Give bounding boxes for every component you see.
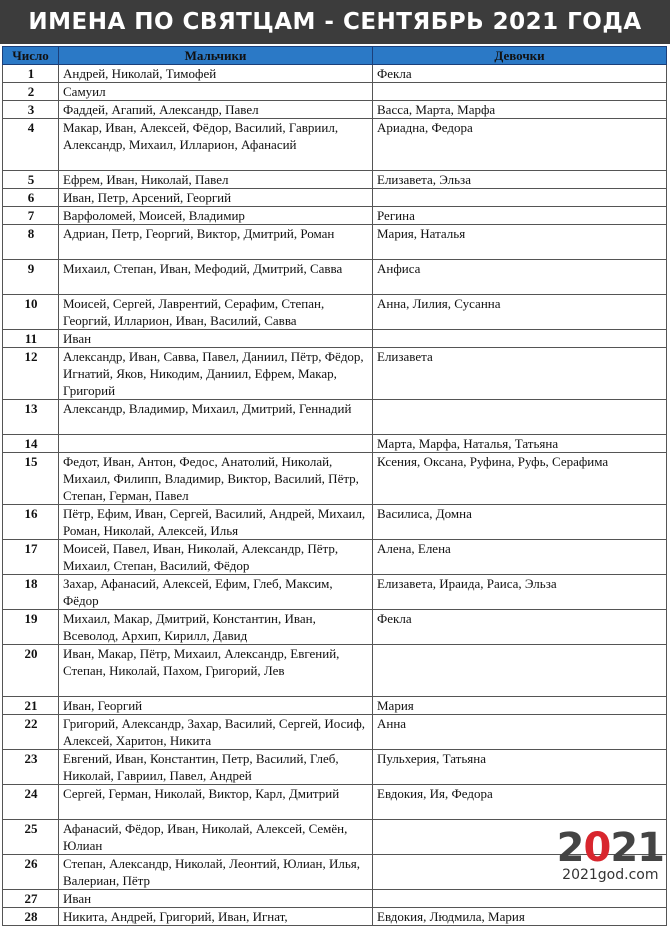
- girls-cell: Фекла: [373, 610, 667, 645]
- header-boys: Мальчики: [59, 47, 373, 65]
- girls-cell: [373, 645, 667, 697]
- table-row: [3, 225, 667, 260]
- boys-cell: Самуил: [59, 83, 373, 101]
- day-cell: 15: [3, 453, 59, 505]
- girls-cell: Елизавета, Ираида, Раиса, Эльза: [373, 575, 667, 610]
- table-row: [3, 189, 667, 207]
- table-row: [3, 171, 667, 189]
- page-title: ИМЕНА ПО СВЯТЦАМ - СЕНТЯБРЬ 2021 ГОДА: [0, 0, 670, 44]
- table-body: [3, 65, 667, 926]
- table-row: [3, 348, 667, 400]
- day-cell: 7: [3, 207, 59, 225]
- day-cell: 16: [3, 505, 59, 540]
- logo-year: 2021: [556, 825, 664, 871]
- boys-cell: Адриан, Петр, Георгий, Виктор, Дмитрий, Роман: [59, 225, 373, 260]
- girls-cell: Регина: [373, 207, 667, 225]
- day-cell: 8: [3, 225, 59, 260]
- boys-cell: Моисей, Сергей, Лаврентий, Серафим, Степан, Георгий, Илларион, Иван, Василий, Савва: [59, 295, 373, 330]
- day-cell: 13: [3, 400, 59, 435]
- names-table: [2, 46, 667, 926]
- girls-cell: Пульхерия, Татьяна: [373, 750, 667, 785]
- boys-cell: Евгений, Иван, Константин, Петр, Василий, Глеб, Николай, Гавриил, Павел, Андрей: [59, 750, 373, 785]
- boys-cell: Александр, Иван, Савва, Павел, Даниил, Пётр, Фёдор, Игнатий, Яков, Никодим, Даниил, Ефрем, Макар, Григорий: [59, 348, 373, 400]
- table-row: [3, 65, 667, 83]
- day-cell: 4: [3, 119, 59, 171]
- boys-cell: Александр, Владимир, Михаил, Дмитрий, Геннадий: [59, 400, 373, 435]
- table-row: [3, 400, 667, 435]
- table-row: [3, 645, 667, 697]
- girls-cell: Алена, Елена: [373, 540, 667, 575]
- girls-cell: Мария: [373, 697, 667, 715]
- table-row: [3, 101, 667, 119]
- day-cell: 22: [3, 715, 59, 750]
- table-row: [3, 330, 667, 348]
- boys-cell: Моисей, Павел, Иван, Николай, Александр, Пётр, Михаил, Степан, Василий, Фёдор: [59, 540, 373, 575]
- girls-cell: Марта, Марфа, Наталья, Татьяна: [373, 435, 667, 453]
- boys-cell: Иван: [59, 890, 373, 908]
- table-row: [3, 908, 667, 926]
- boys-cell: Афанасий, Фёдор, Иван, Николай, Алексей, Семён, Юлиан: [59, 820, 373, 855]
- boys-cell: Григорий, Александр, Захар, Василий, Сергей, Иосиф, Алексей, Харитон, Никита: [59, 715, 373, 750]
- day-cell: 12: [3, 348, 59, 400]
- day-cell: 21: [3, 697, 59, 715]
- girls-cell: Васса, Марта, Марфа: [373, 101, 667, 119]
- boys-cell: Варфоломей, Моисей, Владимир: [59, 207, 373, 225]
- girls-cell: Мария, Наталья: [373, 225, 667, 260]
- girls-cell: Василиса, Домна: [373, 505, 667, 540]
- day-cell: 23: [3, 750, 59, 785]
- header-day: Число: [3, 47, 59, 65]
- table-row: [3, 119, 667, 171]
- header-girls: Девочки: [373, 47, 667, 65]
- table-row: [3, 505, 667, 540]
- girls-cell: [373, 189, 667, 207]
- day-cell: 6: [3, 189, 59, 207]
- table-row: [3, 575, 667, 610]
- boys-cell: Степан, Александр, Николай, Леонтий, Юлиан, Илья, Валериан, Пётр: [59, 855, 373, 890]
- boys-cell: Иван, Петр, Арсений, Георгий: [59, 189, 373, 207]
- boys-cell: Иван: [59, 330, 373, 348]
- girls-cell: Евдокия, Людмила, Мария: [373, 908, 667, 926]
- day-cell: 5: [3, 171, 59, 189]
- girls-cell: [373, 400, 667, 435]
- table-row: [3, 83, 667, 101]
- boys-cell: Никита, Андрей, Григорий, Иван, Игнат,: [59, 908, 373, 926]
- table-row: [3, 715, 667, 750]
- day-cell: 17: [3, 540, 59, 575]
- day-cell: 24: [3, 785, 59, 820]
- day-cell: 27: [3, 890, 59, 908]
- girls-cell: Ариадна, Федора: [373, 119, 667, 171]
- day-cell: 3: [3, 101, 59, 119]
- table-row: [3, 697, 667, 715]
- girls-cell: Фекла: [373, 65, 667, 83]
- table-row: [3, 750, 667, 785]
- table-row: [3, 207, 667, 225]
- day-cell: 2: [3, 83, 59, 101]
- girls-cell: [373, 83, 667, 101]
- table-row: [3, 260, 667, 295]
- boys-cell: Михаил, Макар, Дмитрий, Константин, Иван, Всеволод, Архип, Кирилл, Давид: [59, 610, 373, 645]
- boys-cell: Иван, Макар, Пётр, Михаил, Александр, Евгений, Степан, Николай, Пахом, Григорий, Лев: [59, 645, 373, 697]
- girls-cell: Анна: [373, 715, 667, 750]
- boys-cell: Фаддей, Агапий, Александр, Павел: [59, 101, 373, 119]
- girls-cell: Анфиса: [373, 260, 667, 295]
- girls-cell: [373, 890, 667, 908]
- girls-cell: Елизавета: [373, 348, 667, 400]
- boys-cell: Макар, Иван, Алексей, Фёдор, Василий, Гавриил, Александр, Михаил, Илларион, Афанасий: [59, 119, 373, 171]
- boys-cell: Ефрем, Иван, Николай, Павел: [59, 171, 373, 189]
- boys-cell: Михаил, Степан, Иван, Мефодий, Дмитрий, Савва: [59, 260, 373, 295]
- boys-cell: Пётр, Ефим, Иван, Сергей, Василий, Андрей, Михаил, Роман, Николай, Алексей, Илья: [59, 505, 373, 540]
- boys-cell: Захар, Афанасий, Алексей, Ефим, Глеб, Максим, Фёдор: [59, 575, 373, 610]
- table-row: [3, 610, 667, 645]
- table-row: [3, 890, 667, 908]
- table-row: [3, 435, 667, 453]
- day-cell: 11: [3, 330, 59, 348]
- girls-cell: Евдокия, Ия, Федора: [373, 785, 667, 820]
- boys-cell: Андрей, Николай, Тимофей: [59, 65, 373, 83]
- logo-site: 2021god.com: [562, 867, 659, 883]
- day-cell: 10: [3, 295, 59, 330]
- table-row: [3, 295, 667, 330]
- table-row: [3, 453, 667, 505]
- day-cell: 20: [3, 645, 59, 697]
- day-cell: 26: [3, 855, 59, 890]
- day-cell: 18: [3, 575, 59, 610]
- day-cell: 19: [3, 610, 59, 645]
- girls-cell: [373, 330, 667, 348]
- boys-cell: [59, 435, 373, 453]
- table-header-row: [3, 47, 667, 65]
- girls-cell: Ксения, Оксана, Руфина, Руфь, Серафима: [373, 453, 667, 505]
- day-cell: 1: [3, 65, 59, 83]
- day-cell: 14: [3, 435, 59, 453]
- girls-cell: Елизавета, Эльза: [373, 171, 667, 189]
- girls-cell: Анна, Лилия, Сусанна: [373, 295, 667, 330]
- day-cell: 25: [3, 820, 59, 855]
- table-row: [3, 540, 667, 575]
- boys-cell: Иван, Георгий: [59, 697, 373, 715]
- site-logo: [556, 825, 664, 883]
- day-cell: 9: [3, 260, 59, 295]
- boys-cell: Федот, Иван, Антон, Федос, Анатолий, Николай, Михаил, Филипп, Владимир, Виктор, Василий, Пётр, Степан, Герман, Павел: [59, 453, 373, 505]
- boys-cell: Сергей, Герман, Николай, Виктор, Карл, Дмитрий: [59, 785, 373, 820]
- day-cell: 28: [3, 908, 59, 926]
- table-row: [3, 785, 667, 820]
